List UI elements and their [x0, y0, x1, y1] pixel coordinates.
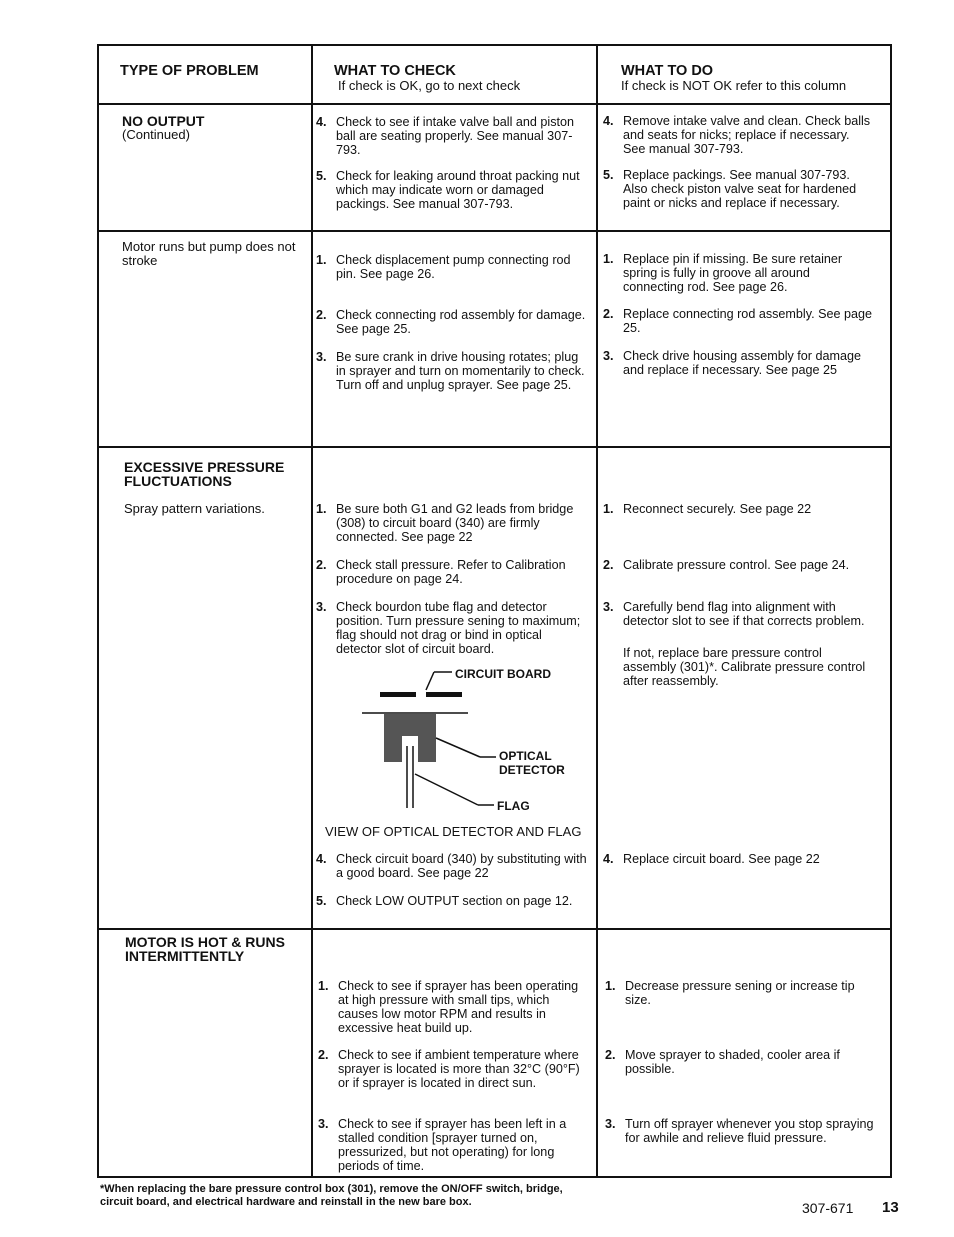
action-item: 3. Turn off sprayer whenever you stop spraying for awhile and relieve fluid pressure.	[605, 1117, 874, 1145]
header-what-to-check-sub: If check is OK, go to next check	[338, 78, 521, 93]
problem-motor-hot: MOTOR IS HOT & RUNS INTERMITTENTLY	[125, 934, 285, 964]
action-item: 3. Carefully bend flag into alignment with detector slot to see if that corrects problem.	[603, 600, 865, 628]
check-item: 5. Check for leaking around throat packing nut which may indicate worn or damaged packings. See manual 307-793.	[316, 169, 580, 211]
check-item: 1. Check displacement pump connecting rod pin. See page 26.	[316, 253, 571, 281]
label-circuit-board: CIRCUIT BOARD	[455, 667, 551, 681]
label-optical-detector: OPTICAL DETECTOR	[499, 749, 565, 777]
action-item: 5. Replace packings. See manual 307-793. Also check piston valve seat for hardened paint or nicks and replace if necessary.	[603, 168, 857, 210]
column-divider	[311, 44, 313, 1178]
diagram-caption: VIEW OF OPTICAL DETECTOR AND FLAG	[325, 824, 582, 839]
action-item: 4. Remove intake valve and clean. Check balls and seats for nicks; replace if necessary. See manual 307-793.	[603, 114, 871, 156]
action-item: 1. Reconnect securely. See page 22	[603, 502, 812, 516]
check-item: 2. Check stall pressure. Refer to Calibration procedure on page 24.	[316, 558, 566, 586]
action-item: 2. Move sprayer to shaded, cooler area if possible.	[605, 1048, 840, 1076]
row-divider	[97, 446, 892, 448]
header-what-to-do: WHAT TO DO	[621, 63, 714, 79]
problem-motor-runs-no-stroke: Motor runs but pump does not stroke	[122, 239, 296, 268]
check-item: 1. Be sure both G1 and G2 leads from bridge (308) to circuit board (340) are firmly connected. See page 22	[316, 502, 574, 544]
optical-detector-diagram	[350, 662, 586, 822]
action-item: 2. Calibrate pressure control. See page 24.	[603, 558, 850, 572]
circuit-board-shape	[362, 672, 468, 713]
label-flag: FLAG	[497, 799, 530, 813]
problem-sub-spray-pattern: Spray pattern variations.	[124, 501, 265, 516]
check-item: 5. Check LOW OUTPUT section on page 12.	[316, 894, 573, 908]
check-item: 2. Check to see if ambient temperature where sprayer is located is more than 32°C (90°F) or if sprayer is located in direct sun.	[318, 1048, 580, 1090]
problem-excessive-pressure: EXCESSIVE PRESSURE FLUCTUATIONS	[124, 459, 285, 489]
action-item: 4. Replace circuit board. See page 22	[603, 852, 820, 866]
action-item: 2. Replace connecting rod assembly. See page 25.	[603, 307, 872, 335]
check-item: 4. Check circuit board (340) by substituting with a good board. See page 22	[316, 852, 587, 880]
check-item: 2. Check connecting rod assembly for damage. See page 25.	[316, 308, 586, 336]
check-item: 3. Check bourdon tube flag and detector position. Turn pressure sening to maximum; flag should not drag or bind in optical detector slot of circuit board.	[316, 600, 581, 656]
header-divider	[97, 103, 892, 105]
row-divider	[97, 928, 892, 930]
check-item: 3. Check to see if sprayer has been left in a stalled condition [sprayer turned on, pressurized, but not operating) for long periods of time.	[318, 1117, 567, 1173]
optical-detector-shape	[384, 714, 496, 762]
header-what-to-check: WHAT TO CHECK	[334, 63, 456, 79]
problem-no-output: NO OUTPUT (Continued)	[122, 113, 205, 142]
row-divider	[97, 230, 892, 232]
action-item: 1. Decrease pressure sening or increase tip size.	[605, 979, 855, 1007]
check-item: 4. Check to see if intake valve ball and piston ball are seating properly. See manual 307-793.	[316, 115, 575, 157]
column-divider	[596, 44, 598, 1178]
check-item: 3. Be sure crank in drive housing rotates; plug in sprayer and turn on momentarily to check. Turn off and unplug sprayer. See page 25.	[316, 350, 585, 392]
header-type-of-problem: TYPE OF PROBLEM	[120, 63, 259, 79]
check-item: 1. Check to see if sprayer has been operating at high pressure with small tips, which causes low motor RPM and results in excessive heat build up.	[318, 979, 579, 1035]
page-code: 307-671	[802, 1200, 854, 1216]
action-item: If not, replace bare pressure control assembly (301)*. Calibrate pressure control after reassembly.	[623, 646, 866, 688]
page-number: 13	[882, 1199, 899, 1216]
action-item: 1. Replace pin if missing. Be sure retainer spring is fully in groove all around connecting rod. See page 26.	[603, 252, 843, 294]
action-item: 3. Check drive housing assembly for damage and replace if necessary. See page 25	[603, 349, 862, 377]
footnote: *When replacing the bare pressure control box (301), remove the ON/OFF switch, bridge, circuit board, and electrical hardware and reinstall in the new bare box.	[100, 1183, 563, 1208]
header-what-to-do-sub: If check is NOT OK refer to this column	[621, 78, 847, 93]
